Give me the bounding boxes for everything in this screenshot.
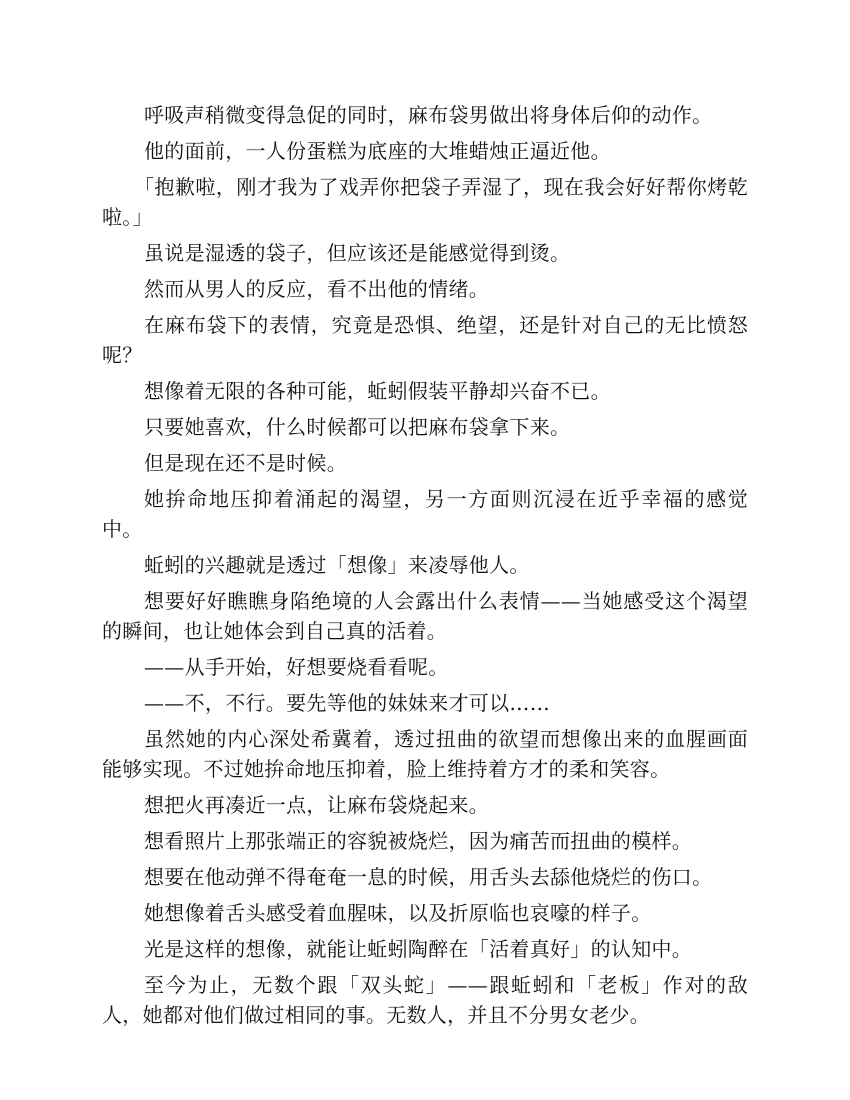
paragraph-5: 然而从男人的反应，看不出他的情绪。 bbox=[144, 277, 490, 301]
paragraph-17: 想看照片上那张端正的容貌被烧烂，因为痛苦而扭曲的模样。 bbox=[144, 829, 693, 853]
paragraph-21: 至今为止，无数个跟「双头蛇」——跟蚯蚓和「老板」作对的敌人，她都对他们做过相同的事。无数人，并且不分男女老少。 bbox=[102, 973, 748, 1027]
paragraph-18: 想要在他动弹不得奄奄一息的时候，用舌头去舔他烧烂的伤口。 bbox=[144, 865, 713, 889]
paragraph-20: 光是这样的想像，就能让蚯蚓陶醉在「活着真好」的认知中。 bbox=[144, 937, 693, 961]
paragraph-7: 想像着无限的各种可能，蚯蚓假装平静却兴奋不已。 bbox=[144, 379, 611, 403]
paragraph-9: 但是现在还不是时候。 bbox=[144, 451, 347, 475]
paragraph-6: 在麻布袋下的表情，究竟是恐惧、绝望，还是针对自己的无比愤怒呢？ bbox=[102, 313, 748, 367]
paragraph-19: 她想像着舌头感受着血腥味，以及折原临也哀嚎的样子。 bbox=[144, 901, 652, 925]
paragraph-4: 虽说是湿透的袋子，但应该还是能感觉得到烫。 bbox=[144, 241, 571, 265]
paragraph-12: 想要好好瞧瞧身陷绝境的人会露出什么表情——当她感受这个渴望的瞬间，也让她体会到自己真的活着。 bbox=[102, 589, 748, 643]
paragraph-10: 她拚命地压抑着涌起的渴望，另一方面则沉浸在近乎幸福的感觉中。 bbox=[102, 487, 748, 541]
paragraph-15: 虽然她的内心深处希冀着，透过扭曲的欲望而想像出来的血腥画面能够实现。不过她拚命地压抑着，脸上维持着方才的柔和笑容。 bbox=[102, 727, 748, 781]
paragraph-3: 「抱歉啦，刚才我为了戏弄你把袋子弄湿了，现在我会好好帮你烤乾啦。」 bbox=[102, 175, 748, 229]
paragraph-14: ——不，不行。要先等他的妹妹来才可以…… bbox=[144, 691, 550, 715]
paragraph-16: 想把火再凑近一点，让麻布袋烧起来。 bbox=[144, 793, 490, 817]
paragraph-11: 蚯蚓的兴趣就是透过「想像」来凌辱他人。 bbox=[144, 553, 530, 577]
paragraph-2: 他的面前，一人份蛋糕为底座的大堆蜡烛正逼近他。 bbox=[144, 139, 611, 163]
paragraph-1: 呼吸声稍微变得急促的同时，麻布袋男做出将身体后仰的动作。 bbox=[144, 103, 713, 127]
body-text bbox=[102, 100, 748, 1036]
paragraph-13: ——从手开始，好想要烧看看呢。 bbox=[144, 655, 449, 679]
paragraph-8: 只要她喜欢，什么时候都可以把麻布袋拿下来。 bbox=[144, 415, 571, 439]
